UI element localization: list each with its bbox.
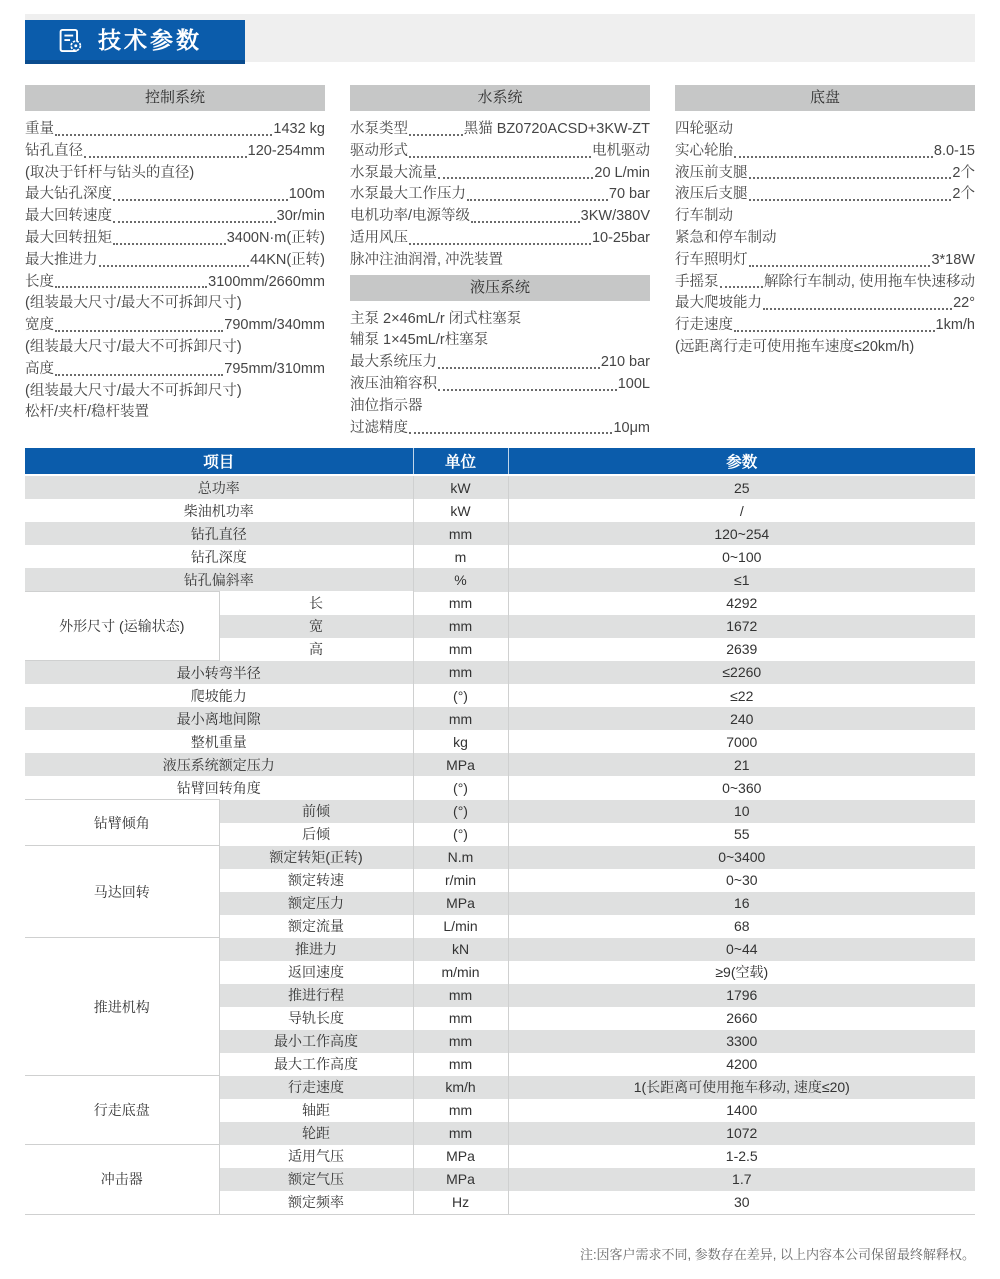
dot-leader [409,134,463,136]
row-item-cell: 整机重量 [25,730,413,753]
spec-value: 黑猫 BZ0720ACSD+3KW-ZT [463,121,650,137]
dot-leader [55,286,207,288]
spec-label: 最大钻孔深度 [25,186,112,203]
dot-leader [734,330,935,332]
row-value-cell: 0~30 [508,869,975,892]
spec-line [350,141,650,163]
spec-line: 油位指示器 [350,397,423,414]
spec-line: 脉冲注油润滑, 冲洗装置 [350,251,504,268]
row-sub-cell: 宽 [219,615,413,638]
spec-line [675,293,975,315]
row-value-cell: ≤22 [508,684,975,707]
spec-line [25,272,325,294]
table-row [25,499,975,522]
spec-line [675,272,975,294]
table-header-item: 项目 [25,448,413,475]
row-unit-cell: mm [413,1122,508,1145]
dot-leader [749,177,952,179]
spec-value: 30r/min [276,208,325,225]
spec-line [350,184,650,206]
row-value-cell: 2660 [508,1007,975,1030]
row-group-cell: 马达回转 [25,846,219,938]
row-sub-cell: 最大工作高度 [219,1053,413,1076]
dot-leader [749,265,931,267]
dot-leader [113,243,226,245]
spec-line [350,352,650,374]
spec-label: 最大系统压力 [350,354,437,371]
spec-line: (取决于钎杆与钻头的直径) [25,164,195,181]
row-value-cell: 1796 [508,984,975,1007]
spec-line: (组装最大尺寸/最大不可拆卸尺寸) [25,382,242,399]
row-value-cell: 1672 [508,615,975,638]
row-unit-cell: mm [413,615,508,638]
row-sub-cell: 长 [219,592,413,615]
row-unit-cell: mm [413,1053,508,1076]
row-unit-cell: mm [413,638,508,661]
row-value-cell: 120~254 [508,522,975,545]
row-value-cell: 2639 [508,638,975,661]
spec-label: 宽度 [25,317,54,334]
row-unit-cell: mm [413,661,508,685]
table-header-value: 参数 [508,448,975,475]
spec-value: 44KN(正转) [250,251,325,268]
row-unit-cell: mm [413,1030,508,1053]
spec-value: 3400N·m(正转) [226,229,325,246]
row-value-cell: ≤2260 [508,661,975,685]
table-row [25,568,975,592]
spec-line: (远距离行走可使用拖车速度≤20km/h) [675,338,915,355]
spec-label: 适用风压 [350,229,408,246]
table-row [25,545,975,568]
dot-leader [438,177,593,179]
spec-value: 2个 [952,186,975,203]
spec-value: 120-254mm [247,142,325,159]
spec-line: 紧急和停车制动 [675,229,777,246]
row-sub-cell: 额定转矩(正转) [219,846,413,869]
row-unit-cell: kg [413,730,508,753]
table-row [25,776,975,800]
spec-value: 790mm/340mm [224,317,325,334]
row-item-cell: 钻臂回转角度 [25,776,413,800]
spec-section [675,85,975,359]
row-unit-cell: (°) [413,776,508,800]
row-item-cell: 最小离地间隙 [25,707,413,730]
row-value-cell: 25 [508,475,975,499]
spec-section [350,85,650,272]
spec-value: 795mm/310mm [224,360,325,377]
row-item-cell: 爬坡能力 [25,684,413,707]
parameters-table-head [25,448,975,475]
spec-line [350,119,650,141]
row-sub-cell: 轴距 [219,1099,413,1122]
spec-line [350,206,650,228]
spec-line [350,228,650,250]
spec-line: 辅泵 1×45mL/r柱塞泵 [350,332,489,349]
spec-label: 行车照明灯 [675,251,748,268]
table-row [25,753,975,776]
row-value-cell: 0~44 [508,938,975,961]
spec-section [350,275,650,440]
row-value-cell: 3300 [508,1030,975,1053]
page-title: 技术参数 [98,26,202,53]
spec-line [350,374,650,396]
row-unit-cell: mm [413,1007,508,1030]
spec-label: 最大推进力 [25,251,98,268]
row-unit-cell: MPa [413,892,508,915]
row-item-cell: 总功率 [25,475,413,499]
row-value-cell: ≥9(空载) [508,961,975,984]
spec-value: 210 bar [600,354,650,371]
row-value-cell: 4200 [508,1053,975,1076]
dot-leader [84,156,247,158]
row-value-cell: 30 [508,1191,975,1215]
row-sub-cell: 行走速度 [219,1076,413,1099]
spec-line: (组装最大尺寸/最大不可拆卸尺寸) [25,295,242,312]
row-sub-cell: 推进行程 [219,984,413,1007]
spec-label: 驱动形式 [350,142,408,159]
row-value-cell: 21 [508,753,975,776]
row-sub-cell: 额定压力 [219,892,413,915]
table-row [25,684,975,707]
dot-leader [99,265,250,267]
row-sub-cell: 最小工作高度 [219,1030,413,1053]
spec-label: 液压油箱容积 [350,375,437,392]
spec-line [25,184,325,206]
row-value-cell: 1400 [508,1099,975,1122]
row-unit-cell: kW [413,475,508,499]
row-sub-cell: 额定频率 [219,1191,413,1215]
spec-value: 100L [617,375,650,392]
spec-label: 最大回转速度 [25,208,112,225]
row-unit-cell: (°) [413,684,508,707]
row-unit-cell: (°) [413,800,508,823]
spec-label: 水泵最大工作压力 [350,186,466,203]
row-unit-cell: mm [413,984,508,1007]
parameters-table-body [25,475,975,1214]
spec-value: 2个 [952,164,975,181]
row-item-cell: 柴油机功率 [25,499,413,522]
table-row [25,475,975,499]
spec-label: 最大回转扭矩 [25,229,112,246]
spec-line [25,228,325,250]
row-unit-cell: mm [413,1099,508,1122]
row-sub-cell: 额定流量 [219,915,413,938]
spec-line [675,184,975,206]
row-value-cell: 4292 [508,592,975,615]
dot-leader [113,221,276,223]
dot-leader [55,134,272,136]
dot-leader [55,374,223,376]
section-title: 底盘 [675,85,975,111]
row-unit-cell: N.m [413,846,508,869]
dot-leader [409,243,591,245]
row-value-cell: 0~360 [508,776,975,800]
row-sub-cell: 轮距 [219,1122,413,1145]
spec-value: 3KW/380V [580,208,650,225]
spec-value: 100m [288,186,325,203]
row-unit-cell: L/min [413,915,508,938]
spec-line [25,206,325,228]
spec-line [25,250,325,272]
spec-label: 高度 [25,360,54,377]
table-row [25,938,975,961]
title-banner [25,20,245,64]
row-sub-cell: 高 [219,638,413,661]
row-unit-cell: mm [413,522,508,545]
row-unit-cell: km/h [413,1076,508,1099]
spec-value: 8.0-15 [933,142,975,159]
dot-leader [471,221,580,223]
spec-column-control [25,85,325,424]
spec-line [25,119,325,141]
spec-value: 3100mm/2660mm [208,273,325,290]
dot-leader [55,330,223,332]
table-row [25,592,975,615]
spec-line: (组装最大尺寸/最大不可拆卸尺寸) [25,338,242,355]
dot-leader [720,286,763,288]
section-title: 控制系统 [25,85,325,111]
dot-leader [409,432,612,434]
dot-leader [749,199,952,201]
row-value-cell: 1-2.5 [508,1145,975,1168]
row-value-cell: 55 [508,823,975,846]
section-title: 水系统 [350,85,650,111]
row-item-cell: 最小转弯半径 [25,661,413,685]
row-unit-cell: mm [413,707,508,730]
spec-value: 20 L/min [594,164,650,181]
spec-label: 行走速度 [675,317,733,334]
spec-label: 最大爬坡能力 [675,295,762,312]
table-header-unit: 单位 [413,448,508,475]
row-item-cell: 钻孔深度 [25,545,413,568]
spec-label: 液压后支腿 [675,186,748,203]
table-row [25,707,975,730]
document-gear-icon [57,27,84,54]
spec-column-chassis [675,85,975,359]
row-sub-cell: 导轨长度 [219,1007,413,1030]
row-group-cell: 钻臂倾角 [25,800,219,846]
row-unit-cell: mm [413,592,508,615]
dot-leader [438,367,600,369]
spec-line: 行车制动 [675,208,733,225]
row-item-cell: 液压系统额定压力 [25,753,413,776]
row-unit-cell: MPa [413,1168,508,1191]
spec-line: 主泵 2×46mL/r 闭式柱塞泵 [350,310,522,327]
row-sub-cell: 推进力 [219,938,413,961]
spec-label: 水泵类型 [350,121,408,137]
spec-value: 1km/h [935,317,975,334]
row-value-cell: 0~100 [508,545,975,568]
table-row [25,522,975,545]
dot-leader [763,308,952,310]
spec-value: 电机驱动 [592,142,650,159]
spec-line: 松杆/夹杆/稳杆装置 [25,404,150,421]
dot-leader [734,156,933,158]
table-row [25,730,975,753]
row-item-cell: 钻孔偏斜率 [25,568,413,592]
row-unit-cell: r/min [413,869,508,892]
row-item-cell: 钻孔直径 [25,522,413,545]
table-row [25,846,975,869]
spec-label: 电机功率/电源等级 [350,208,471,225]
spec-line [675,250,975,272]
row-group-cell: 外形尺寸 (运输状态) [25,592,219,661]
row-value-cell: 0~3400 [508,846,975,869]
row-sub-cell: 额定气压 [219,1168,413,1191]
row-value-cell: 1.7 [508,1168,975,1191]
row-unit-cell: m/min [413,961,508,984]
footer-note: 注:因客户需求不同, 参数存在差异, 以上内容本公司保留最终解释权。 [579,1247,975,1262]
row-value-cell: 16 [508,892,975,915]
spec-value: 70 bar [608,186,650,203]
row-value-cell: 68 [508,915,975,938]
spec-line [675,315,975,337]
row-value-cell: / [508,499,975,522]
spec-line [675,141,975,163]
table-row [25,661,975,685]
spec-line: 四轮驱动 [675,121,733,137]
row-sub-cell: 适用气压 [219,1145,413,1168]
spec-value: 10μm [613,419,650,436]
table-row [25,800,975,823]
spec-line [675,163,975,185]
parameters-table-wrap [25,448,975,1215]
row-sub-cell: 返回速度 [219,961,413,984]
spec-label: 水泵最大流量 [350,164,437,181]
row-unit-cell: Hz [413,1191,508,1215]
row-value-cell: ≤1 [508,568,975,592]
spec-label: 实心轮胎 [675,142,733,159]
row-unit-cell: % [413,568,508,592]
row-unit-cell: (°) [413,823,508,846]
table-row [25,1145,975,1168]
spec-line [25,359,325,381]
row-group-cell: 行走底盘 [25,1076,219,1145]
spec-label: 长度 [25,273,54,290]
spec-value: 解除行车制动, 使用拖车快速移动 [763,273,975,290]
row-sub-cell: 后倾 [219,823,413,846]
row-unit-cell: MPa [413,753,508,776]
spec-section [25,85,325,424]
row-value-cell: 10 [508,800,975,823]
spec-value: 10-25bar [591,229,650,246]
row-sub-cell: 额定转速 [219,869,413,892]
spec-value: 22° [953,295,975,312]
row-sub-cell: 前倾 [219,800,413,823]
spec-line [25,315,325,337]
row-unit-cell: MPa [413,1145,508,1168]
row-unit-cell: kW [413,499,508,522]
section-title: 液压系统 [350,275,650,301]
row-group-cell: 冲击器 [25,1145,219,1215]
dot-leader [409,156,591,158]
spec-line [25,141,325,163]
row-value-cell: 1072 [508,1122,975,1145]
dot-leader [113,199,288,201]
spec-value: 1432 kg [273,121,325,137]
dot-leader [467,199,608,201]
spec-line [350,163,650,185]
row-value-cell: 1(长距离可使用拖车移动, 速度≤20) [508,1076,975,1099]
spec-column-water-hydraulic [350,85,650,439]
spec-label: 过滤精度 [350,419,408,436]
row-unit-cell: m [413,545,508,568]
spec-label: 手摇泵 [675,273,719,290]
spec-line [350,418,650,440]
row-value-cell: 7000 [508,730,975,753]
parameters-table [25,448,975,1215]
row-unit-cell: kN [413,938,508,961]
row-value-cell: 240 [508,707,975,730]
row-group-cell: 推进机构 [25,938,219,1076]
spec-label: 重量 [25,121,54,137]
spec-value: 3*18W [931,251,975,268]
spec-label: 钻孔直径 [25,142,83,159]
table-row [25,1076,975,1099]
dot-leader [438,389,617,391]
spec-label: 液压前支腿 [675,164,748,181]
